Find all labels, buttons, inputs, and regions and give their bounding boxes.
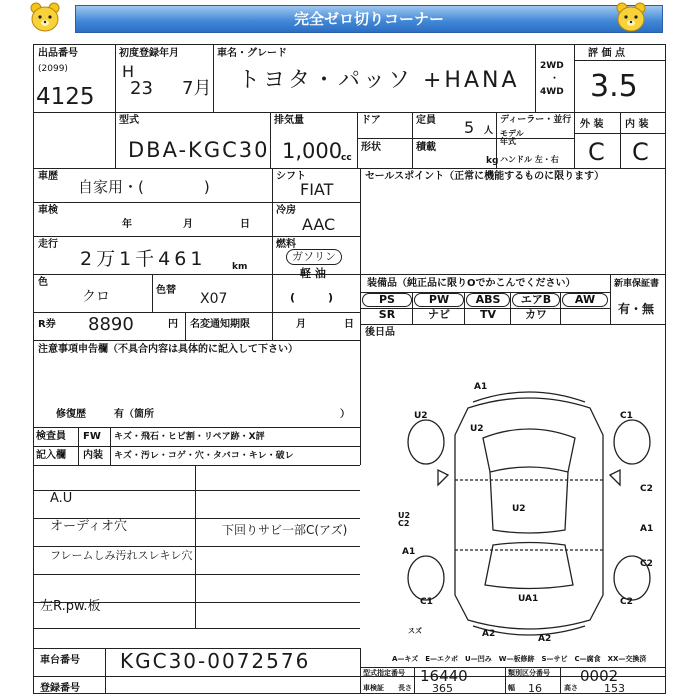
- equipment-item: ABS: [466, 293, 510, 307]
- displacement-value: 1,000: [282, 139, 343, 163]
- chassis-number-value: KGC30-0072576: [120, 649, 311, 673]
- first-registration-label: 初度登録年月: [119, 48, 179, 59]
- mark-c1-right: C1: [620, 411, 633, 421]
- chassis-number-label: 車台番号: [40, 655, 80, 666]
- remark-line: オーディオ穴: [50, 519, 127, 534]
- kg-unit: kg: [486, 156, 499, 166]
- shift-value: FIAT: [300, 180, 334, 199]
- dealer-label: ディーラー・並行: [500, 115, 572, 125]
- bear-mascot-icon: [614, 2, 648, 34]
- mark-a2-left: A2: [482, 629, 496, 639]
- equipment-item: TV: [479, 308, 497, 321]
- mark-x: スズ: [408, 627, 422, 635]
- lot-number: 4125: [36, 84, 95, 110]
- remark-right: 下回りサビ一部C(アズ): [222, 523, 348, 537]
- mileage-label: 走行: [38, 239, 58, 250]
- shape-label: 形状: [361, 142, 381, 153]
- length-value: 365: [432, 682, 453, 695]
- notes-label: 注意事項申告欄（不具合内容は具体的に記入して下さい）: [38, 344, 298, 355]
- km-unit: km: [232, 262, 248, 272]
- lot-sub-number: (2099): [38, 64, 68, 74]
- model-value: DBA-KGC30: [128, 138, 270, 162]
- category-label: 車歴: [38, 171, 58, 182]
- fw-text: キズ・飛石・ヒビ割・リペア跡・X評: [114, 432, 265, 442]
- equipment-item: PW: [414, 293, 464, 307]
- car-name-label: 車名・グレード: [217, 48, 287, 59]
- score-value: 3.5: [590, 69, 638, 104]
- equipment-item: AW: [562, 293, 608, 307]
- color-value: クロ: [82, 289, 110, 305]
- r-ticket-value: 8890: [88, 314, 134, 335]
- capacity-value: 5: [464, 118, 475, 137]
- lot-number-label: 出品番号: [38, 48, 78, 59]
- record-label: 記入欄: [36, 450, 66, 461]
- mark-a1-left: A1: [402, 547, 416, 557]
- legend-text: A—キズ E—エクボ U—凹み W—板修跡 S—サビ C—腐食 XX—交換済: [392, 655, 647, 663]
- model-label: 型式: [119, 115, 139, 126]
- height-value: 153: [604, 682, 625, 695]
- handle-label: ハンドル 左・右: [500, 155, 559, 164]
- model-year-label: モデル 年式: [500, 129, 524, 146]
- width-label: 幅: [508, 684, 515, 692]
- width-value: 16: [528, 682, 542, 695]
- inspection-day-label: 日: [240, 219, 250, 230]
- category-value: 自家用・( ): [78, 178, 210, 196]
- model-cat-label: 型式指定番号: [363, 669, 405, 677]
- displacement-label: 排気量: [274, 115, 304, 126]
- load-label: 積載: [416, 142, 436, 153]
- bear-mascot-icon: [28, 2, 62, 34]
- cc-unit: cc: [341, 153, 352, 163]
- reg-year-value: 23: [130, 78, 153, 99]
- shift-label: シフト: [276, 171, 306, 182]
- mark-c2-rear: C2: [620, 597, 633, 607]
- fuel-main-value: ガソリン: [292, 250, 336, 263]
- remark-line: 左R.pw.板: [40, 599, 101, 614]
- ac-value: AAC: [302, 215, 336, 234]
- mark-u2-side: U2 C2: [398, 511, 411, 528]
- class-no-label: 類別区分番号: [508, 669, 550, 677]
- 4wd-label: 4WD: [540, 87, 564, 97]
- mark-c1-low: C1: [420, 597, 433, 607]
- car-inspect-label: 車検証: [363, 684, 384, 692]
- new-car-warranty-label: 新車保証書: [614, 279, 660, 289]
- sales-point-label: セールスポイント（正常に機能するものに限ります）: [365, 171, 605, 182]
- repair-yes-label: 有（箇所: [114, 409, 154, 420]
- registration-number-label: 登録番号: [40, 683, 80, 694]
- mark-u2-left: U2: [414, 411, 428, 421]
- equipment-item: ナビ: [428, 308, 450, 321]
- banner-title: 完全ゼロ切りコーナー: [75, 5, 663, 33]
- color-code-value: X07: [200, 291, 228, 307]
- score-label: 評 価 点: [588, 48, 625, 59]
- mark-u2-roof: U2: [512, 504, 526, 514]
- 2wd-label: 2WD: [540, 61, 564, 71]
- exterior-label: 外 装: [580, 119, 604, 130]
- exterior-score: C: [588, 138, 605, 166]
- mark-ua1: UA1: [518, 594, 539, 604]
- fuel-label: 燃料: [276, 239, 296, 250]
- equipment-label: 装備品（純正品に限りOでかこんでください）: [367, 278, 576, 289]
- reg-expire-day: 日: [344, 319, 354, 330]
- mark-a1-top: A1: [474, 382, 488, 392]
- doors-label: ドア: [361, 115, 381, 126]
- mark-c2-low: C2: [640, 559, 653, 569]
- ac-label: 冷房: [276, 205, 296, 216]
- repair-close-label: ）: [340, 409, 350, 420]
- car-name-value: トヨタ・パッソ +HANA: [238, 68, 520, 93]
- r-ticket-label: R券: [38, 319, 56, 330]
- color-label: 色: [38, 277, 48, 288]
- fuel-alt-value: 軽 油: [300, 267, 326, 280]
- new-car-warranty-value: 有・無: [618, 302, 655, 316]
- reg-expire-month: 月: [296, 319, 306, 330]
- capacity-unit: 人: [484, 126, 494, 136]
- inspection-month-label: 月: [183, 219, 193, 230]
- fuel-paren: ( ): [290, 291, 334, 304]
- class-no-value: 0002: [580, 667, 619, 685]
- height-label: 高さ: [564, 684, 578, 692]
- equipment-item: SR: [378, 308, 396, 321]
- reg-expire-label: 名変通知期限: [190, 319, 250, 330]
- interior-record-label: 内装: [83, 450, 103, 461]
- model-cat-value: 16440: [420, 667, 468, 685]
- color-change-label: 色替: [156, 285, 176, 296]
- capacity-label: 定員: [416, 115, 436, 126]
- mark-a1-right: A1: [640, 524, 654, 534]
- reg-month-value: 7月: [182, 78, 212, 99]
- interior-record-text: キズ・汚レ・コゲ・穴・タバコ・キレ・破レ: [114, 451, 294, 461]
- mark-c2-right: C2: [640, 484, 653, 494]
- remark-line: A.U: [50, 491, 73, 506]
- repair-history-label: 修復歴: [56, 409, 86, 420]
- inspector-label: 検査員: [36, 431, 66, 442]
- mark-a2-right: A2: [538, 634, 552, 644]
- era-value: H: [122, 62, 135, 81]
- equipment-item: カワ: [525, 308, 547, 321]
- mark-u2-mid: U2: [470, 424, 484, 434]
- equipment-item: PS: [362, 293, 412, 307]
- dot-separator: ・: [550, 74, 560, 84]
- mileage-value: 2万1千461: [80, 248, 207, 270]
- interior-score: C: [632, 138, 649, 166]
- inspection-year-label: 年: [122, 219, 132, 230]
- yen-unit: 円: [168, 319, 178, 330]
- fw-label: FW: [83, 431, 101, 442]
- rear-item-label: 後日品: [365, 327, 395, 338]
- interior-label: 内 装: [625, 119, 649, 130]
- equipment-item: エアB: [512, 293, 560, 307]
- inspection-label: 車検: [38, 205, 58, 216]
- length-label: 長さ: [398, 684, 412, 692]
- remark-line: フレームしみ汚れスレキレ穴: [50, 549, 193, 562]
